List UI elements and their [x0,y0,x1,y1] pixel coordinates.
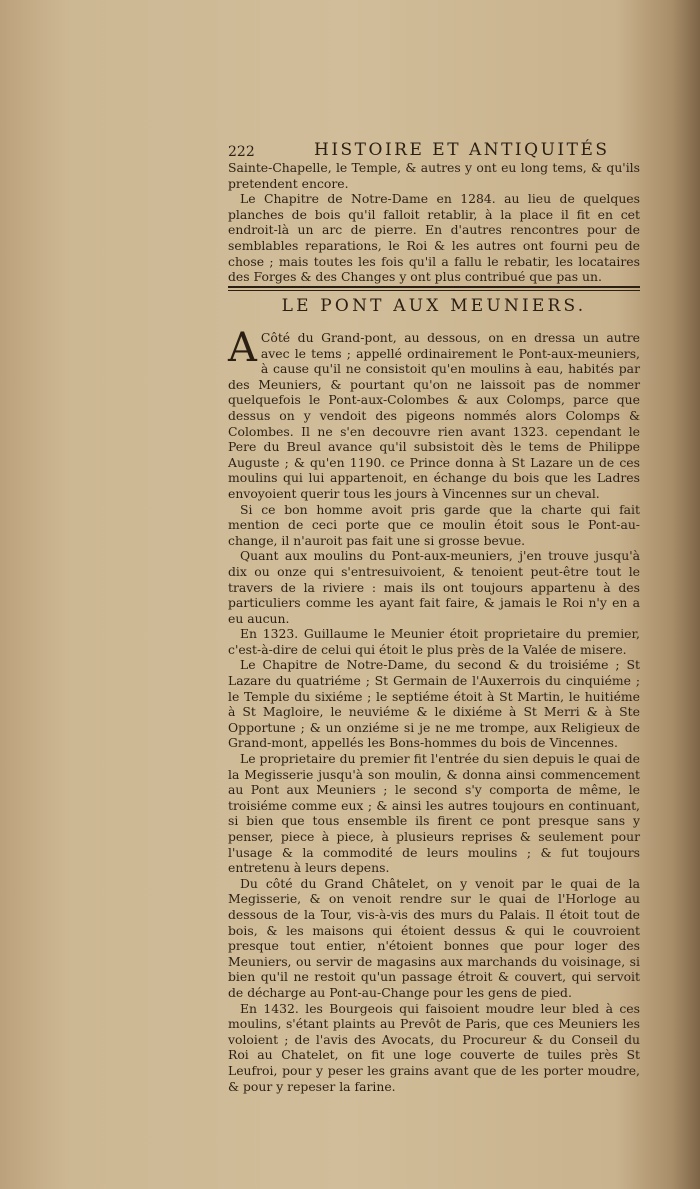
paragraph: Le proprietaire du premier fit l'entrée du sien depuis le quai de la Megisserie jusqu'à son moulin, & donna ainsi commencement au Pont aux Meuniers ; le second s'y comporta de même, le troisiéme comme eux ; & ainsi les autres toujours en continuant, si bien que tous ensemble ils firent ce pont presque sans y penser, piece à piece, à plusieurs reprises & seulement pour l'usage & la commodité de leurs moulins ; & fut toujours entretenu à leurs depens. [228,751,640,876]
paragraph: Le Chapitre de Notre-Dame en 1284. au lieu de quelques planches de bois qu'il falloit retablir, à la place il fit en cet endroit-là un arc de pierre. En d'autres rencontres pour de semblables reparations, le Roi & les autres ont fourni peu de chose ; mais toutes les fois qu'il a fallu le rebatir, les locataires des Forges & des Changes y ont plus contribué que pas un. [228,191,640,285]
main-section [228,325,640,1094]
paragraph: Sainte-Chapelle, le Temple, & autres y ont eu long tems, & qu'ils pretendent encore. [228,160,640,191]
paragraph: Du côté du Grand Châtelet, on y venoit par le quai de la Megisserie, & on venoit rendre sur le quai de l'Horloge au dessous de la Tour, vis-à-vis des murs du Palais. Il étoit tout de bois, & les maisons qui étoient dessus & qui le couvroient presque tout entier, n'étoient bonnes que pour loger des Meuniers, ou servir de magasins aux marchands du voisinage, si bien qu'il ne restoit qu'un passage étroit & couvert, qui servoit de décharge au Pont-au-Change pour les gens de pied. [228,875,640,1000]
first-paragraph [228,325,640,502]
top-section [228,160,640,285]
paragraph: Quant aux moulins du Pont-aux-meuniers, j'en trouve jusqu'à dix ou onze qui s'entresuivoient, & tenoient peut-être tout le travers de la riviere : mais ils ont toujours appartenu à des particuliers comme les ayant fait faire, & jamais le Roi n'y en a eu aucun. [228,548,640,626]
paragraph: En 1432. les Bourgeois qui faisoient moudre leur bled à ces moulins, s'étant plaints au Prevôt de Paris, que ces Meuniers les voloient ; de l'avis des Avocats, du Procureur & du Conseil du Roi au Chatelet, on fit une loge couverte de tuiles près St Leufroi, pour y peser les grains avant que de les porter moudre, & pour y repeser la farine. [228,1000,640,1094]
section-divider [228,286,640,288]
paragraph: En 1323. Guillaume le Meunier étoit proprietaire du premier, c'est-à-dire de celui qui étoit le plus près de la Valée de misere. [228,626,640,657]
paragraph: Si ce bon homme avoit pris garde que la charte qui fait mention de ceci porte que ce moulin étoit sous le Pont-au-change, il n'auroit pas fait une si grosse bevue. [228,501,640,548]
page-number: 222 [228,144,255,160]
paragraph: Le Chapitre de Notre-Dame, du second & du troisiéme ; St Lazare du quatriéme ; St Germain de l'Auxerrois du cinquiéme ; le Temple du sixiéme ; le septiéme étoit à St Martin, le huitiéme à St Magloire, le neuviéme & le dixiéme à St Merri & à Ste Opportune ; & un onziéme si je ne me trompe, aux Religieux de Grand-mont, appellés les Bons-hommes du bois de Vincennes. [228,657,640,751]
page-header [228,140,638,162]
drop-cap: A [228,325,257,371]
first-paragraph-text: Côté du Grand-pont, au dessous, on en dressa un autre avec le tems ; appellé ordinairement le Pont-aux-meuniers, à cause qu'il ne consistoit qu'en moulins à eau, habités par des Meuniers, & pourtant qu'on ne laissoit pas de nommer quelquefois le Pont-aux-Colombes & aux Colomps, parce que dessus on y vendoit des pigeons nommés alors Colomps & Colombes. Il ne s'en decouvre rien avant 1323. cependant le Pere du Breul avance qu'il subsistoit dès le tems de Philippe Auguste ; & qu'en 1190. ce Prince donna à St Lazare un de ces moulins qui lui appartenoit, en échange du bois que les Ladres envoyoient querir tous les jours à Vincennes sur un cheval. [228,330,640,501]
section-title: LE PONT AUX MEUNIERS. [281,296,587,316]
running-title: HISTOIRE ET ANTIQUITÉS [314,140,610,160]
